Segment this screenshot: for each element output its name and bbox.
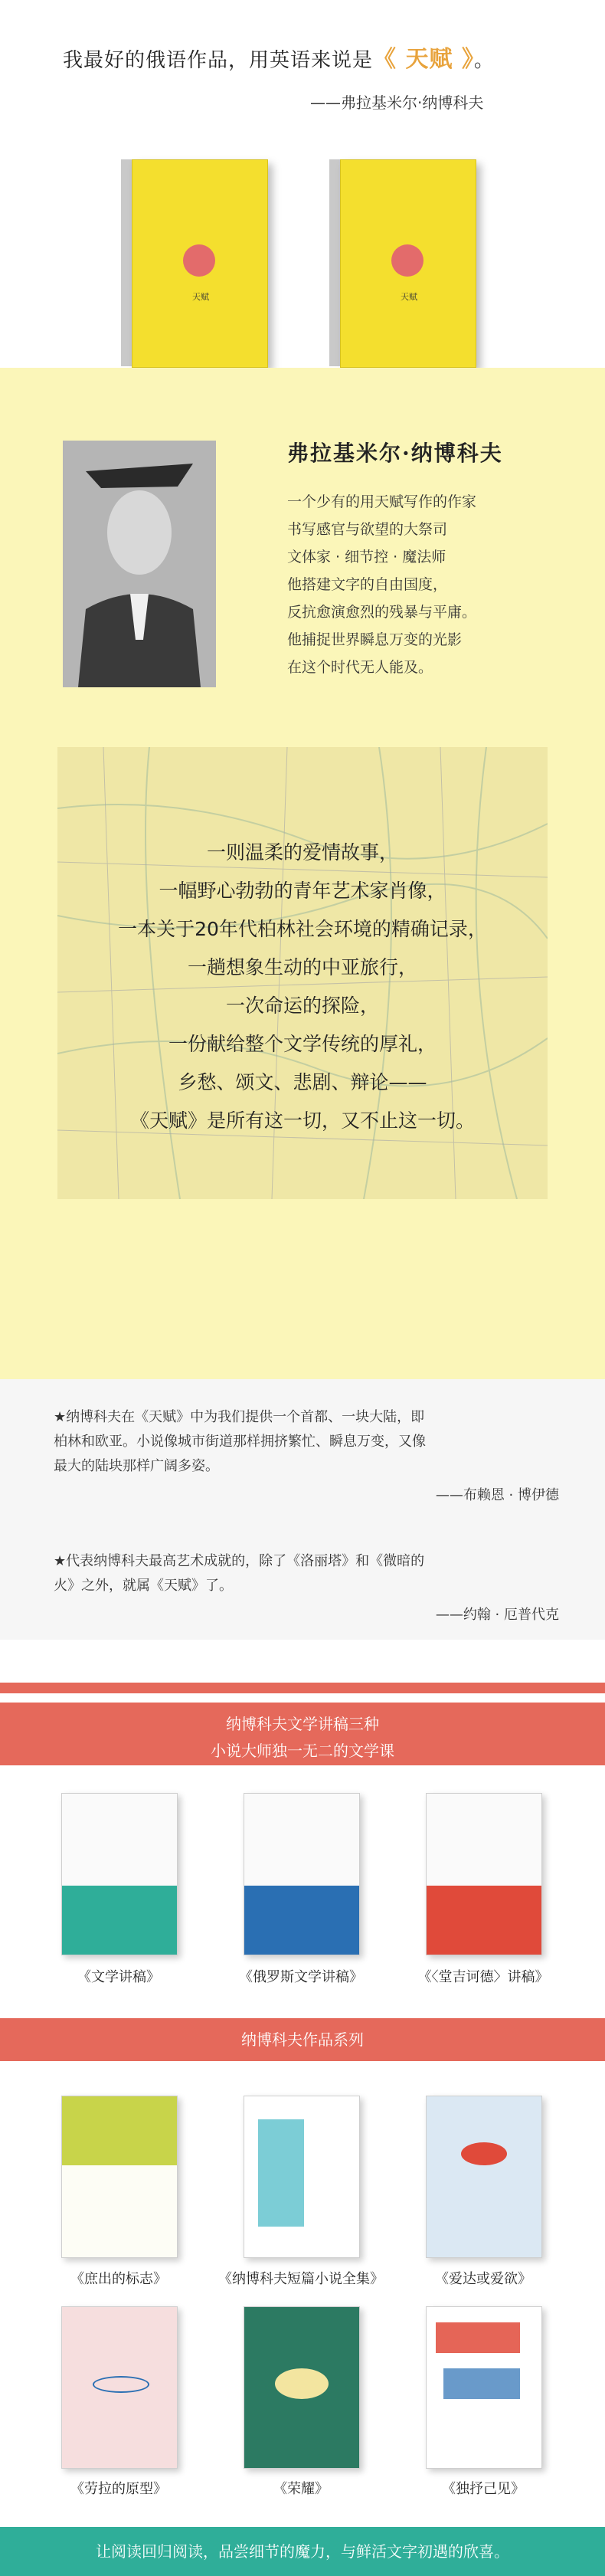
author-name: 弗拉基米尔·纳博科夫 <box>287 441 503 466</box>
book-ada <box>426 2096 542 2258</box>
book-title: 天赋 <box>192 292 209 302</box>
map-text-line: 乡愁、颂文、悲剧、辩论—— <box>178 1071 427 1093</box>
quote-end: 。 <box>473 49 495 72</box>
lectures-heading-line2: 小说大师独一无二的文学课 <box>211 1742 394 1760</box>
map-text-line: 一次命运的探险， <box>225 995 379 1017</box>
footer-bar: 让阅读回归阅读，品尝细节的魔力，与鲜活文字初遇的欣喜。 <box>0 2527 605 2576</box>
book-bend-sinister <box>61 2096 178 2258</box>
author-portrait <box>63 441 216 687</box>
book-illustration <box>391 244 424 277</box>
bio-line: 反抗愈演愈烈的残暴与平庸。 <box>287 604 477 621</box>
book-lectures-literature <box>61 1793 178 1955</box>
book-caption: 《爱达或爱欲》 <box>435 2271 531 2287</box>
book-title: 天赋 <box>401 292 417 302</box>
book-band <box>427 1886 541 1955</box>
book-caption: 《俄罗斯文学讲稿》 <box>239 1969 363 1985</box>
map-text-line: 一趟想象生动的中亚旅行， <box>187 956 417 978</box>
book-caption: 《荣耀》 <box>273 2481 329 2497</box>
review-line: 柏林和欧亚。小说像城市街道那样拥挤繁忙、瞬息万变，又像 <box>54 1434 426 1450</box>
quote-text: 我最好的俄语作品，用英语来说是 <box>63 49 374 72</box>
book-caption: 《庶出的标志》 <box>70 2271 167 2287</box>
review-line: 火》之外，就属《天赋》了。 <box>54 1578 233 1594</box>
review-line: ★纳博科夫在《天赋》中为我们提供一个首都、一块大陆，即 <box>54 1409 425 1425</box>
map-background <box>57 747 548 1199</box>
review-2 <box>54 1549 559 1627</box>
bio-line: 他搭建文字的自由国度， <box>287 576 448 593</box>
book-stories <box>244 2096 360 2258</box>
book-spine <box>329 159 340 366</box>
book-illustration <box>183 244 215 277</box>
book-caption: 《文学讲稿》 <box>77 1969 160 1985</box>
bio-line: 书写感官与欲望的大祭司 <box>287 521 448 538</box>
quote-line <box>63 40 495 74</box>
book-lectures-quixote <box>426 1793 542 1955</box>
book-band <box>62 2096 177 2165</box>
book-laura <box>61 2306 178 2469</box>
lectures-heading <box>0 1703 605 1765</box>
review-1 <box>54 1405 559 1508</box>
book-caption: 《纳博科夫短篇小说全集》 <box>218 2271 384 2287</box>
book-cover <box>340 159 476 368</box>
divider-bar <box>0 1683 605 1693</box>
book-eye <box>93 2376 149 2393</box>
book-caption: 《〈堂吉诃德〉讲稿》 <box>417 1969 549 1985</box>
review-line: 最大的陆块那样广阔多姿。 <box>54 1458 219 1474</box>
book-band <box>244 1886 359 1955</box>
book-caption: 《劳拉的原型》 <box>70 2481 167 2497</box>
book-caption: 《独抒己见》 <box>442 2481 525 2497</box>
book-band <box>62 1886 177 1955</box>
book-spine <box>121 159 132 366</box>
works-heading: 纳博科夫作品系列 <box>0 2018 605 2061</box>
bio-line: 他捕捉世界瞬息万变的光影 <box>287 631 463 648</box>
book-glory <box>244 2306 360 2469</box>
map-text-line: 一幅野心勃勃的青年艺术家肖像， <box>159 880 446 902</box>
quote-author: ——弗拉基米尔·纳博科夫 <box>310 93 484 112</box>
book-lettering <box>436 2322 520 2353</box>
book-strong-opinions <box>426 2306 542 2469</box>
book-cover <box>132 159 268 368</box>
bio-line: 在这个时代无人能及。 <box>287 659 433 676</box>
bio-line: 一个少有的用天赋写作的作家 <box>287 493 477 510</box>
map-text-line: 一本关于20年代柏林社会环境的精确记录， <box>118 918 487 940</box>
review-line: ★代表纳博科夫最高艺术成就的，除了《洛丽塔》和《微暗的 <box>54 1553 425 1569</box>
bio-line: 文体家 · 细节控 · 魔法师 <box>287 549 446 565</box>
map-text-line: 一份献给整个文学传统的厚礼， <box>168 1033 437 1055</box>
quote-highlight: 《 天赋 》 <box>373 46 474 73</box>
book-lips <box>461 2142 507 2165</box>
book-lectures-russian <box>244 1793 360 1955</box>
map-text-line: 一则温柔的爱情故事， <box>206 841 398 864</box>
review-author: ——布赖恩 · 博伊德 <box>435 1487 559 1503</box>
book-lettering <box>443 2368 520 2399</box>
book-pattern <box>258 2119 304 2227</box>
lectures-heading-line1: 纳博科夫文学讲稿三种 <box>226 1715 379 1733</box>
map-text-line: 《天赋》是所有这一切，又不止这一切。 <box>129 1109 475 1132</box>
book-eye <box>275 2368 329 2399</box>
review-author: ——约翰 · 厄普代克 <box>435 1607 559 1623</box>
